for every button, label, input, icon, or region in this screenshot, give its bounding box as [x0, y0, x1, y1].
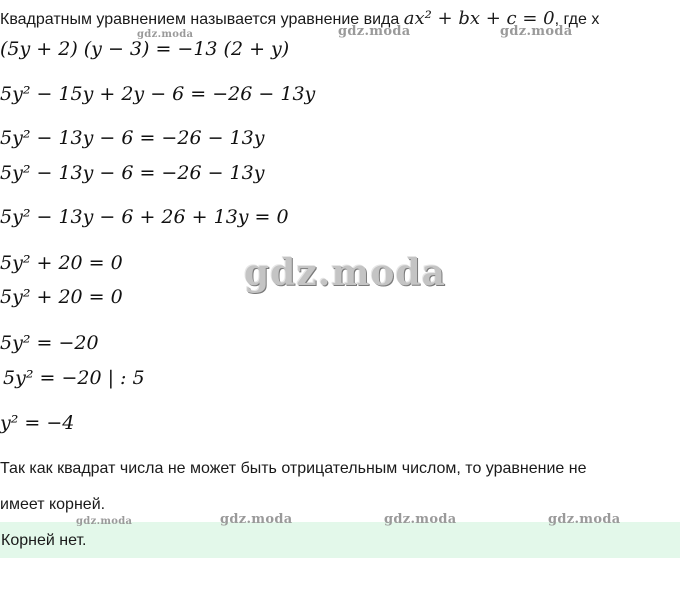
- step-4: 5y² − 13y − 6 = −26 − 13y: [0, 162, 265, 184]
- intro-formula: ax² + bx + c = 0: [403, 8, 555, 29]
- step-7: 5y² + 20 = 0: [0, 286, 123, 308]
- explanation-line-1: Так как квадрат числа не может быть отрицательным числом, то уравнение не: [0, 460, 587, 477]
- step-1: (5y + 2) (y − 3) = −13 (2 + y): [0, 38, 290, 60]
- watermark: gdz.moda: [500, 24, 573, 39]
- watermark: gdz.moda: [76, 516, 133, 527]
- watermark: gdz.moda: [384, 512, 457, 527]
- intro-text: Квадратным уравнением называется уравнение вида: [0, 11, 400, 28]
- step-6: 5y² + 20 = 0: [0, 252, 123, 274]
- intro-tail: , где x: [554, 11, 600, 28]
- step-2: 5y² − 15y + 2y − 6 = −26 − 13y: [0, 83, 316, 105]
- step-9: 5y² = −20 | : 5: [3, 367, 145, 389]
- step-5: 5y² − 13y − 6 + 26 + 13y = 0: [0, 206, 289, 228]
- watermark: gdz.moda: [548, 512, 621, 527]
- step-3: 5y² − 13y − 6 = −26 − 13y: [0, 127, 265, 149]
- watermark: gdz.moda: [137, 29, 194, 40]
- watermark: gdz.moda: [338, 24, 411, 39]
- step-10: y² = −4: [0, 412, 75, 434]
- answer-text: Корней нет.: [1, 532, 87, 549]
- watermark: gdz.moda: [220, 512, 293, 527]
- explanation-line-2: имеет корней.: [0, 496, 106, 513]
- watermark-large: gdz.moda: [244, 252, 446, 294]
- step-8: 5y² = −20: [0, 332, 99, 354]
- answer-box: [0, 522, 680, 558]
